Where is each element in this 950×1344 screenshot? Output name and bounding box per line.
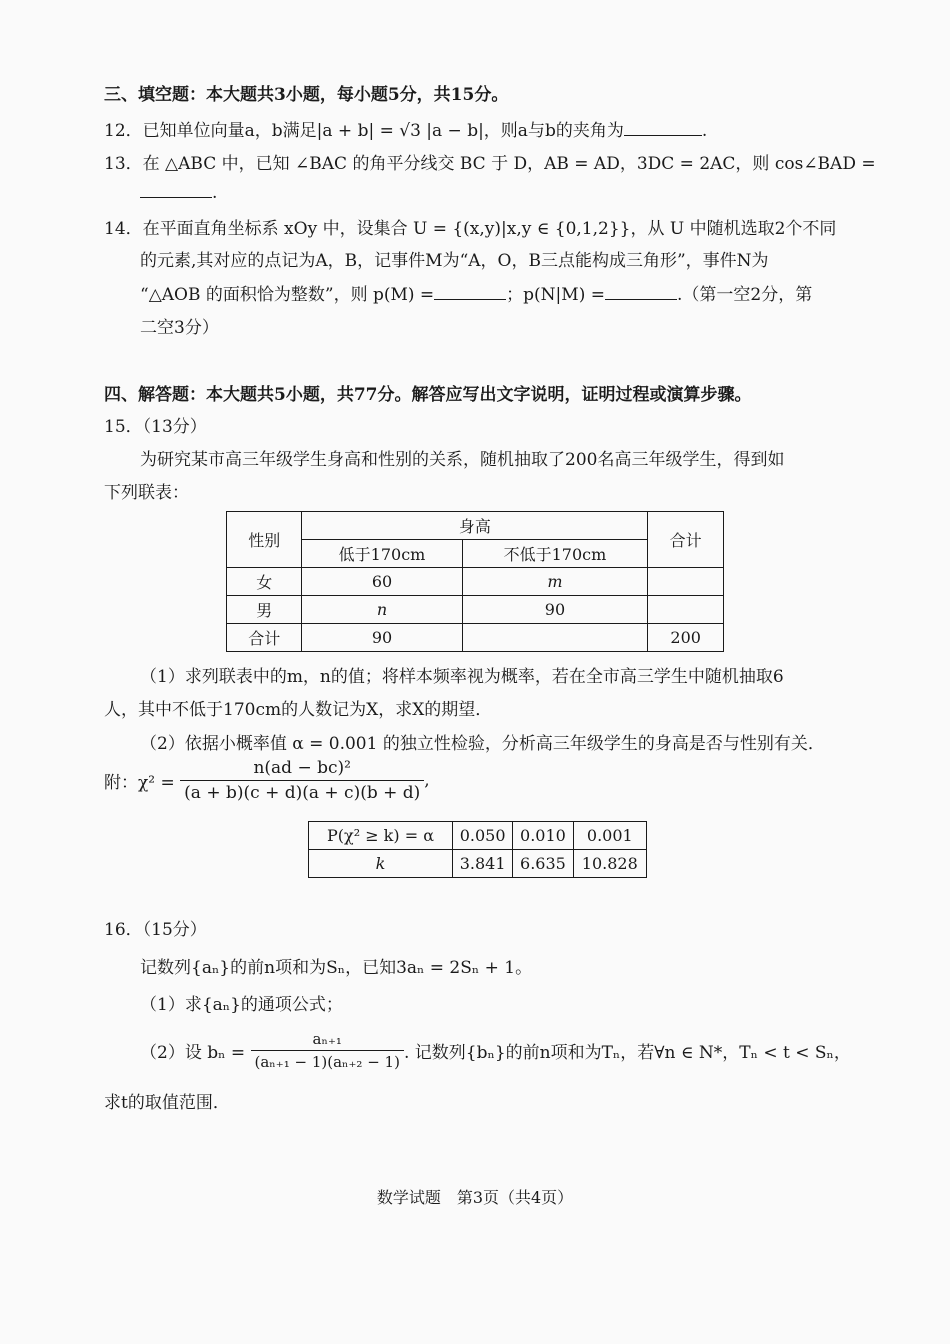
k-row-label: k bbox=[309, 850, 453, 878]
q12-number: 12． bbox=[104, 121, 143, 141]
table-row bbox=[227, 596, 724, 624]
table-row bbox=[227, 568, 724, 596]
q14-text-3a: “△AOB 的面积恰为整数”，则 p(M) = bbox=[140, 285, 435, 305]
k-value: 10.828 bbox=[573, 850, 646, 878]
q15-number: 15．（13分） bbox=[104, 417, 207, 437]
formula-prefix: 附：χ² = bbox=[104, 773, 175, 793]
q14-text-3c: .（第一空2分，第 bbox=[676, 285, 813, 305]
alpha-value: 0.001 bbox=[573, 822, 646, 850]
formula-suffix: , bbox=[424, 770, 430, 791]
section4-heading: 四、解答题：本大题共5小题，共77分。解答应写出文字说明，证明过程或演算步骤。 bbox=[104, 385, 752, 405]
formula-numerator: n(ad − bc)² bbox=[180, 758, 424, 781]
q14-number: 14． bbox=[104, 219, 143, 239]
cell-total bbox=[648, 568, 724, 596]
bn-fraction bbox=[251, 1030, 404, 1071]
q14-text-1: 在平面直角坐标系 xOy 中，设集合 U = {(x,y)|x,y ∈ {0,1,2}}，从 U 中随机选取2个不同 bbox=[142, 219, 837, 239]
q16-part2-end: 求t的取值范围． bbox=[104, 1093, 230, 1113]
q14-line4: 二空3分） bbox=[140, 318, 219, 338]
q12-text: 已知单位向量a，b满足|a + b| = √3 |a − b|，则a与b的夹角为 bbox=[142, 121, 624, 141]
bn-denominator: (aₙ₊₁ − 1)(aₙ₊₂ − 1) bbox=[254, 1053, 400, 1071]
row-label: 合计 bbox=[227, 624, 302, 652]
cell-high: 90 bbox=[462, 596, 648, 624]
q14-line2: 的元素,其对应的点记为A，B，记事件M为“A，O，B三点能构成三角形”，事件N为 bbox=[140, 251, 769, 271]
table-row bbox=[227, 624, 724, 652]
cell-low: n bbox=[302, 596, 462, 624]
alpha-value: 0.050 bbox=[453, 822, 513, 850]
q15-part1-b: 人，其中不低于170cm的人数记为X，求X的期望． bbox=[104, 700, 493, 720]
header-low: 低于170cm bbox=[302, 540, 462, 568]
q12: 12．已知单位向量a，b满足|a + b| = √3 |a − b|，则a与b的夹角为 . bbox=[104, 121, 708, 141]
header-total: 合计 bbox=[648, 512, 724, 568]
bn-numerator: aₙ₊₁ bbox=[251, 1030, 404, 1051]
q14-blank-2 bbox=[605, 283, 677, 300]
q14-line3 bbox=[140, 280, 812, 305]
k-value: 3.841 bbox=[453, 850, 513, 878]
q12-answer-blank bbox=[624, 119, 702, 136]
formula-fraction bbox=[180, 758, 424, 803]
alpha-value: 0.010 bbox=[513, 822, 573, 850]
q16-part2-prefix: （2）设 bₙ = bbox=[140, 1043, 246, 1063]
q14-text-3b: ；p(N|M) = bbox=[506, 285, 605, 305]
cell-high: m bbox=[462, 568, 648, 596]
q16-part2 bbox=[140, 1030, 851, 1071]
header-high: 不低于170cm bbox=[462, 540, 648, 568]
cell-total: 200 bbox=[648, 624, 724, 652]
header-height: 身高 bbox=[302, 512, 648, 540]
q13-answer-blank bbox=[140, 181, 212, 198]
row-label: 女 bbox=[227, 568, 302, 596]
q13-number: 13． bbox=[104, 154, 143, 174]
q13-text: 在 △ABC 中，已知 ∠BAC 的角平分线交 BC 于 D，AB = AD，3DC = 2AC，则 cos∠BAD = bbox=[142, 154, 876, 174]
chi-square-formula bbox=[104, 758, 430, 803]
page-footer: 数学试题 第3页（共4页） bbox=[376, 1188, 574, 1207]
contingency-table bbox=[226, 511, 724, 652]
q14-line1 bbox=[104, 214, 836, 239]
header-gender: 性别 bbox=[227, 512, 302, 568]
q16-part1: （1）求{aₙ}的通项公式； bbox=[140, 995, 343, 1015]
cell-total bbox=[648, 596, 724, 624]
q13 bbox=[104, 149, 876, 174]
q16-line1: 记数列{aₙ}的前n项和为Sₙ，已知3aₙ = 2Sₙ + 1。 bbox=[140, 958, 533, 978]
cell-low: 90 bbox=[302, 624, 462, 652]
table-row bbox=[309, 850, 647, 878]
row-label: 男 bbox=[227, 596, 302, 624]
q13-blank-line: . bbox=[140, 181, 217, 203]
table-row bbox=[309, 822, 647, 850]
cell-high bbox=[462, 624, 648, 652]
cell-low: 60 bbox=[302, 568, 462, 596]
q16-number: 16．（15分） bbox=[104, 920, 207, 940]
q15-part2: （2）依据小概率值 α = 0.001 的独立性检验，分析高三年级学生的身高是否与性别有关． bbox=[140, 734, 825, 754]
alpha-row-label: P(χ² ≥ k) = α bbox=[309, 822, 453, 850]
q15-intro-2: 下列联表： bbox=[104, 483, 189, 503]
critical-value-table bbox=[308, 821, 647, 878]
k-value: 6.635 bbox=[513, 850, 573, 878]
q14-blank-1 bbox=[434, 283, 506, 300]
q16-part2-suffix: . 记数列{bₙ}的前n项和为Tₙ，若∀n ∈ N*，Tₙ < t < Sₙ， bbox=[403, 1043, 851, 1063]
section3-heading: 三、填空题：本大题共3小题，每小题5分，共15分。 bbox=[104, 85, 509, 105]
q15-intro-1: 为研究某市高三年级学生身高和性别的关系，随机抽取了200名高三年级学生，得到如 bbox=[140, 450, 785, 470]
q15-part1-a: （1）求列联表中的m，n的值；将样本频率视为概率，若在全市高三学生中随机抽取6 bbox=[140, 667, 784, 687]
formula-denominator: (a + b)(c + d)(a + c)(b + d) bbox=[184, 783, 421, 803]
